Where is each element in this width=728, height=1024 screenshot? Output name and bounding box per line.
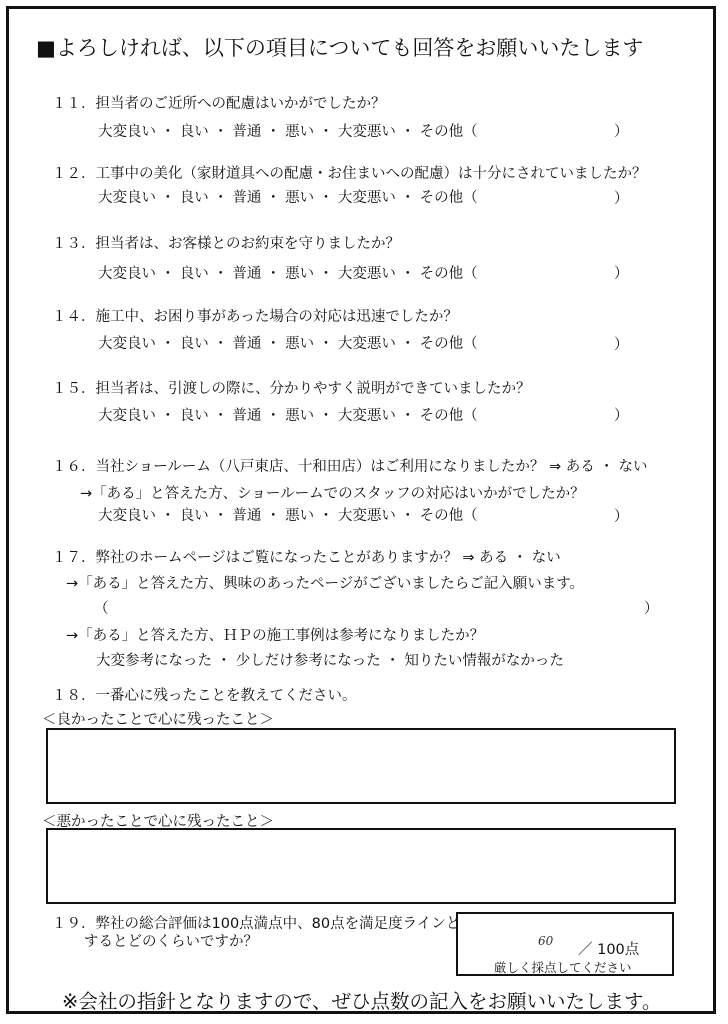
question-16: １６．当社ショールーム（八戸東店、十和田店）はご利用になりましたか？ ⇒ ある ・ ない	[52, 459, 648, 475]
score-total: ／ 100点	[578, 942, 640, 958]
bad-memory-label: ＜悪かったことで心に残ったこと＞	[42, 814, 274, 830]
question-16-followup: →「ある」と答えた方、ショールームでのスタッフの対応はいかがでしたか？	[80, 486, 585, 502]
close-paren-17: ）	[644, 601, 659, 617]
good-memory-label: ＜良かったことで心に残ったこと＞	[42, 712, 274, 728]
score-note: 厳しく採点してください	[494, 960, 632, 975]
open-paren-17: （	[94, 601, 109, 617]
question-11: １１．担当者のご近所への配慮はいかがでしたか？	[52, 96, 386, 112]
close-paren-16: ）	[614, 509, 629, 525]
question-17: １７．弊社のホームページはご覧になったことがありますか？ ⇒ ある ・ ない	[52, 550, 561, 566]
good-memory-box[interactable]	[46, 728, 676, 804]
close-paren-11: ）	[614, 124, 629, 140]
question-14: １４．施工中、お困り事があった場合の対応は迅速でしたか？	[52, 309, 458, 325]
question-17-followup-1: →「ある」と答えた方、興味のあったページがございましたらご記入願います。	[66, 576, 585, 592]
question-12: １２．工事中の美化（家財道具への配慮・お住まいへの配慮）は十分にされていましたか？	[52, 166, 647, 182]
close-paren-14: ）	[614, 337, 629, 353]
options-12[interactable]: 大変良い ・ 良い ・ 普通 ・ 悪い ・ 大変悪い ・ その他（	[98, 190, 478, 206]
bad-memory-box[interactable]	[46, 828, 676, 904]
question-13: １３．担当者は、お客様とのお約束を守りましたか？	[52, 236, 400, 252]
question-19-line1: １９．弊社の総合評価は100点満点中、80点を満足度ラインと	[52, 916, 461, 932]
options-11[interactable]: 大変良い ・ 良い ・ 普通 ・ 悪い ・ 大変悪い ・ その他（	[98, 124, 478, 140]
footer-note: ※会社の指針となりますので、ぜひ点数の記入をお願いいたします。	[62, 990, 662, 1013]
options-15[interactable]: 大変良い ・ 良い ・ 普通 ・ 悪い ・ 大変悪い ・ その他（	[98, 408, 478, 424]
options-17[interactable]: 大変参考になった ・ 少しだけ参考になった ・ 知りたい情報がなかった	[96, 653, 564, 669]
options-13[interactable]: 大変良い ・ 良い ・ 普通 ・ 悪い ・ 大変悪い ・ その他（	[98, 266, 478, 282]
question-17-followup-2: →「ある」と答えた方、ＨＰの施工事例は参考になりましたか？	[66, 628, 485, 644]
options-16[interactable]: 大変良い ・ 良い ・ 普通 ・ 悪い ・ 大変悪い ・ その他（	[98, 508, 478, 524]
question-19-line2: するとどのくらいですか？	[84, 934, 258, 950]
score-written: 60	[538, 934, 554, 948]
close-paren-12: ）	[614, 191, 629, 207]
question-15: １５．担当者は、引渡しの際に、分かりやすく説明ができていましたか？	[52, 381, 531, 397]
close-paren-15: ）	[614, 408, 629, 424]
options-14[interactable]: 大変良い ・ 良い ・ 普通 ・ 悪い ・ 大変悪い ・ その他（	[98, 336, 478, 352]
form-header: ■よろしければ、以下の項目についても回答をお願いいたします	[36, 36, 644, 60]
close-paren-13: ）	[614, 266, 629, 282]
question-18: １８．一番心に残ったことを教えてください。	[52, 688, 357, 704]
